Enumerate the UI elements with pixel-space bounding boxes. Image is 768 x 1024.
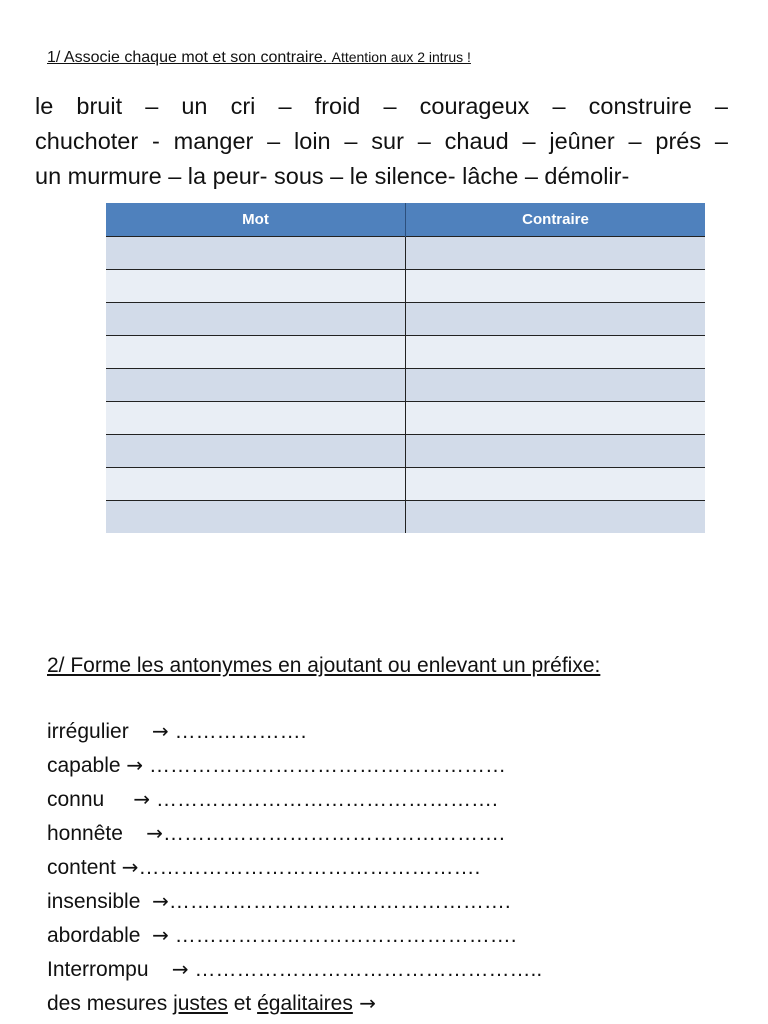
- table-row: [106, 303, 705, 336]
- mot-cell[interactable]: [106, 435, 406, 468]
- antonym-item: [47, 920, 542, 954]
- answer-table-header: [106, 203, 705, 237]
- antonym-item: [47, 852, 542, 886]
- arrow-icon: →: [121, 855, 139, 879]
- underlined-word-egalitaires: égalitaires: [257, 992, 353, 1015]
- mot-cell[interactable]: [106, 402, 406, 435]
- antonym-word: insensible: [47, 890, 141, 913]
- arrow-icon: →: [152, 889, 169, 913]
- answer-blank[interactable]: ………………………………………….: [168, 924, 517, 947]
- contraire-cell[interactable]: [406, 501, 706, 534]
- exercise-2-title: 2/ Forme les antonymes en ajoutant ou enlevant un préfixe:: [47, 654, 601, 677]
- arrow-icon: →: [152, 719, 169, 743]
- table-row: [106, 369, 705, 402]
- column-header-contraire: Contraire: [406, 203, 706, 237]
- answer-table: [106, 203, 705, 533]
- table-row: [106, 270, 705, 303]
- arrow-icon: →: [352, 991, 376, 1015]
- table-row: [106, 336, 705, 369]
- phrase-prefix: des mesures: [47, 992, 174, 1015]
- contraire-cell[interactable]: [406, 369, 706, 402]
- word-list-line: chuchoter - manger – loin – sur – chaud – jeûner – prés –: [35, 128, 728, 154]
- answer-blank[interactable]: …………………………………………..: [188, 958, 543, 981]
- table-row: [106, 402, 705, 435]
- word-list-line: un murmure – la peur- sous – le silence- lâche – démolir-: [35, 163, 630, 189]
- mot-cell[interactable]: [106, 369, 406, 402]
- mot-cell[interactable]: [106, 237, 406, 270]
- arrow-icon: →: [146, 821, 164, 845]
- arrow-icon: →: [171, 957, 189, 981]
- answer-blank[interactable]: ………………………………………….: [163, 822, 505, 845]
- mot-cell[interactable]: [106, 501, 406, 534]
- antonym-item: [47, 784, 542, 818]
- answer-blank[interactable]: ………………………………………….: [150, 788, 498, 811]
- exercise-1-instruction: 1/ Associe chaque mot et son contraire.: [47, 49, 332, 66]
- contraire-cell[interactable]: [406, 270, 706, 303]
- mot-cell[interactable]: [106, 303, 406, 336]
- contraire-cell[interactable]: [406, 336, 706, 369]
- answer-blank[interactable]: ………………………………………….: [168, 890, 511, 913]
- antonym-word: capable: [47, 754, 121, 777]
- antonym-item: [47, 954, 542, 988]
- contraire-cell[interactable]: [406, 237, 706, 270]
- antonym-word: Interrompu: [47, 958, 149, 981]
- arrow-icon: →: [152, 923, 169, 947]
- table-row: [106, 468, 705, 501]
- arrow-icon: →: [133, 787, 151, 811]
- exercise-1-title: [47, 49, 471, 67]
- antonym-word: connu: [47, 788, 105, 811]
- underlined-word-justes: justes: [173, 992, 228, 1015]
- contraire-cell[interactable]: [406, 402, 706, 435]
- answer-blank[interactable]: ……………….: [168, 720, 307, 743]
- antonym-item: [47, 716, 542, 750]
- antonym-item: [47, 886, 542, 920]
- mot-cell[interactable]: [106, 270, 406, 303]
- word-list: [35, 89, 728, 194]
- antonym-item: [47, 750, 542, 784]
- antonym-word: content: [47, 856, 116, 879]
- antonym-word: irrégulier: [47, 720, 129, 743]
- answer-blank[interactable]: ……………………………………………: [143, 754, 507, 777]
- table-row: [106, 435, 705, 468]
- column-header-mot: Mot: [106, 203, 406, 237]
- contraire-cell[interactable]: [406, 468, 706, 501]
- mot-cell[interactable]: [106, 336, 406, 369]
- word-list-line: le bruit – un cri – froid – courageux – construire –: [35, 93, 728, 119]
- table-row: [106, 501, 705, 534]
- antonym-item-last: [47, 988, 542, 1022]
- conjunction: et: [227, 992, 258, 1015]
- exercise-1-warning: Attention aux 2 intrus !: [331, 49, 471, 65]
- antonym-word: honnête: [47, 822, 123, 845]
- antonym-word: abordable: [47, 924, 141, 947]
- antonym-list: [47, 716, 542, 1022]
- table-row: [106, 237, 705, 270]
- antonym-item: [47, 818, 542, 852]
- mot-cell[interactable]: [106, 468, 406, 501]
- answer-blank[interactable]: ………………………………………….: [138, 856, 481, 879]
- contraire-cell[interactable]: [406, 435, 706, 468]
- contraire-cell[interactable]: [406, 303, 706, 336]
- arrow-icon: →: [126, 753, 144, 777]
